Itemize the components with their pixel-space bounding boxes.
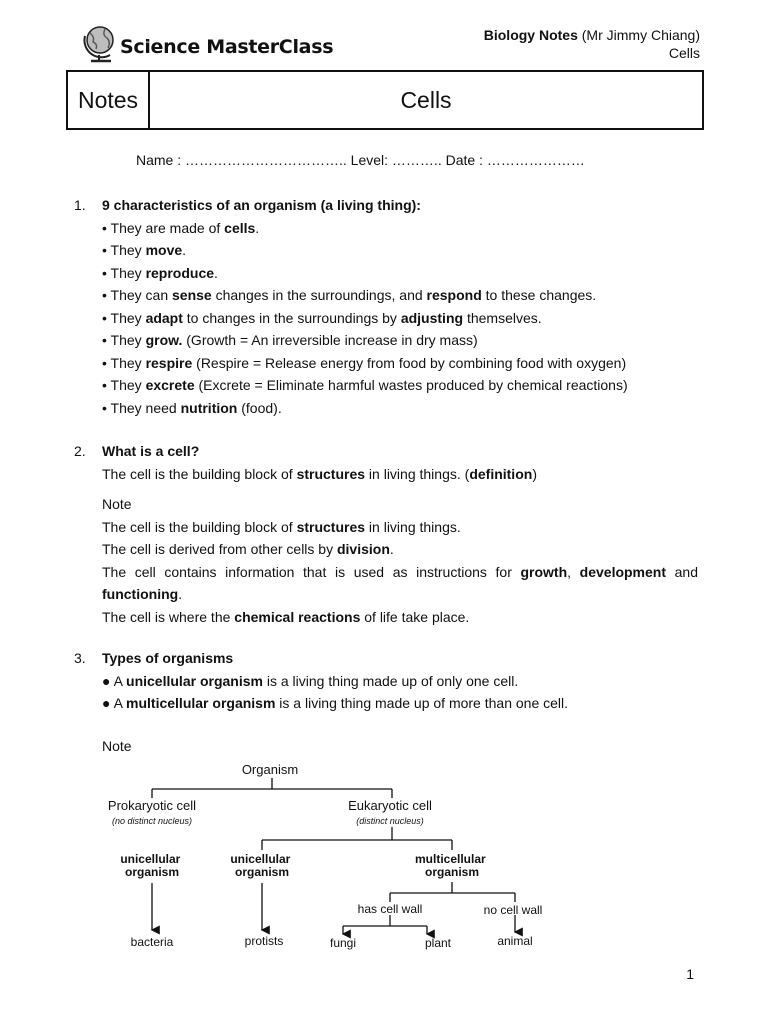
list-item: • They reproduce. bbox=[102, 264, 218, 281]
teacher-label: (Mr Jimmy Chiang) bbox=[577, 27, 700, 43]
title-notes: Notes bbox=[68, 72, 150, 128]
section-number: 3. bbox=[74, 650, 86, 666]
list-item: • They move. bbox=[102, 242, 187, 258]
section-number: 2. bbox=[74, 443, 86, 459]
list-item: • They are made of cells. bbox=[102, 219, 260, 236]
page-title: Cells bbox=[400, 86, 452, 113]
tree-prokaryotic: Prokaryotic cell bbox=[107, 798, 197, 813]
tree-bacteria: bacteria bbox=[130, 935, 174, 949]
tree-multicellular: multicellular organism bbox=[414, 852, 486, 879]
name-level-date-line: Name : …………………………….. Level: ……….. Date : ………………… bbox=[136, 152, 585, 168]
note-label: Note bbox=[102, 737, 132, 754]
topic-label: Cells bbox=[668, 45, 700, 61]
note-line: The cell is the building block of structures in living things. bbox=[102, 518, 461, 535]
section-heading: 9 characteristics of an organism (a living thing): bbox=[102, 197, 421, 213]
tree-eukaryotic-note: (distinct nucleus) bbox=[356, 816, 424, 826]
list-item: • They respire (Respire = Release energy from food by combining food with oxygen) bbox=[102, 354, 627, 371]
tree-no-cell-wall: no cell wall bbox=[483, 903, 543, 917]
note-line: The cell is where the chemical reactions of life take place. bbox=[102, 608, 470, 625]
list-item: • They grow. (Growth = An irreversible increase in dry mass) bbox=[102, 332, 478, 348]
tree-prokaryotic-note: (no distinct nucleus) bbox=[111, 816, 193, 826]
note-line: The cell is derived from other cells by division. bbox=[102, 541, 394, 557]
tree-plant: plant bbox=[424, 936, 452, 950]
cell-definition: The cell is the building block of structures in living things. (definition) bbox=[102, 465, 537, 482]
tree-fungi: fungi bbox=[329, 936, 357, 950]
list-item: • They need nutrition (food). bbox=[102, 399, 282, 416]
list-item: • They adapt to changes in the surroundings by adjusting themselves. bbox=[102, 309, 542, 326]
page-number: 1 bbox=[686, 966, 694, 982]
section-heading: Types of organisms bbox=[102, 650, 234, 666]
tree-animal: animal bbox=[497, 934, 533, 948]
subject-label: Biology Notes bbox=[483, 27, 578, 43]
list-item: ● A unicellular organism is a living thing made up of only one cell. bbox=[102, 672, 519, 689]
note-line: The cell contains information that is used as instructions for growth, development and functioning. bbox=[102, 563, 698, 602]
list-item: ● A multicellular organism is a living thing made up of more than one cell. bbox=[102, 695, 569, 711]
tree-protists: protists bbox=[244, 934, 284, 948]
logo-text: Science MasterClass bbox=[120, 36, 334, 58]
tree-unicellular-prok: unicellular organism bbox=[120, 852, 181, 879]
section-number: 1. bbox=[74, 197, 86, 213]
tree-root: Organism bbox=[241, 762, 299, 777]
list-item: • They can sense changes in the surroundings, and respond to these changes. bbox=[102, 287, 597, 303]
list-item: • They excrete (Excrete = Eliminate harmful wastes produced by chemical reactions) bbox=[102, 377, 628, 393]
note-label: Note bbox=[102, 496, 132, 512]
tree-has-cell-wall: has cell wall bbox=[357, 902, 423, 916]
section-heading: What is a cell? bbox=[102, 443, 200, 459]
tree-eukaryotic: Eukaryotic cell bbox=[348, 798, 432, 813]
tree-unicellular-euk: unicellular organism bbox=[230, 852, 291, 879]
